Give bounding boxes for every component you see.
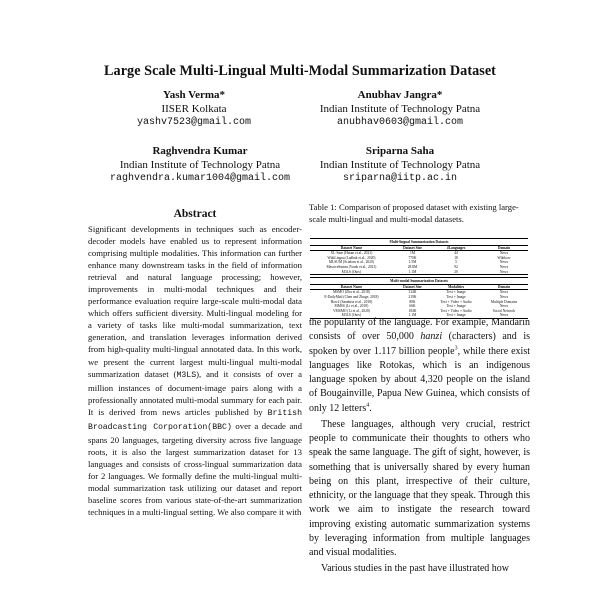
column-header: Dataset Size (393, 285, 432, 290)
author-affiliation: IISER Kolkata (161, 103, 227, 115)
body-paragraph: Various studies in the past have illustrated how (321, 563, 510, 575)
table-cell: Text + Video + Audio (440, 308, 472, 313)
table-cell: News (499, 290, 509, 295)
author-block-1 (84, 88, 304, 130)
table-cell: 314K (408, 290, 417, 295)
table-cell: Multiple Domains (490, 299, 518, 304)
author-name: Yash Verma* (162, 89, 226, 101)
table-cell: VMSMO (Li et al., 2020) (332, 308, 370, 313)
author-email: raghvendra.kumar1004@gmail.com (109, 173, 291, 184)
table-cell: 770K (408, 255, 417, 260)
column-header: Dataset Name (310, 246, 393, 251)
column-header: Domain (480, 285, 528, 290)
table-row (310, 270, 528, 275)
author-name: Sriparna Saha (365, 145, 435, 157)
author-affiliation: Indian Institute of Technology Patna (119, 159, 281, 171)
table-cell: 184K (408, 308, 417, 313)
table-cell: XL-Sum (Hasan et al., 2021) (330, 251, 373, 256)
body-text-right (309, 316, 530, 577)
body-text-part: (characters) and is spoken by over 1.117 billion people (309, 331, 530, 357)
author-affiliation: Indian Institute of Technology Patna (319, 159, 481, 171)
table-cell: News (499, 264, 509, 269)
column-header: Domain (480, 246, 528, 251)
multimodal-table (310, 285, 528, 318)
column-header: Dataset Name (310, 285, 393, 290)
table-cell: M3LS (Ours) (310, 270, 393, 275)
table-cell: MSMO (Zhu et al., 2018) (332, 290, 370, 295)
comparison-table (310, 238, 528, 319)
author-block-4 (290, 144, 510, 186)
body-paragraph: These languages, although very crucial, restrict people to communicate their thoughts to others who speak the same language. The gift of sight, however, is something that is universally shared by every human being on this plant, irrespective of their culture, ethnicity, or the language that they speak. Through this work we aim to instigate the research toward improving existing automatic summarization systems by leveraging information from multiple languages and visual modalities. (309, 418, 530, 558)
author-email: anubhav0603@gmail.com (336, 117, 464, 128)
table-cell: 1.1M (408, 313, 417, 318)
author-block-2 (290, 88, 510, 130)
table-cell: Text + Image (446, 294, 466, 299)
column-header: #Languages (432, 246, 480, 251)
table-cell: MLSUM (Scialom et al., 2020) (328, 260, 374, 265)
table-section-title: Multi-lingual Summarization Datasets (310, 239, 528, 246)
table-cell: News (480, 270, 528, 275)
table-section-title: Multi-modal Summarization Datasets (310, 277, 528, 285)
table-cell: News (499, 304, 509, 309)
table-cell: News (499, 294, 509, 299)
table-cell: E-DailyMail (Chen and Zhuge, 2018) (324, 294, 379, 299)
author-email: yashv7523@gmail.com (136, 117, 252, 128)
table-cell: 219K (408, 294, 417, 299)
table-cell: Social Network (492, 308, 516, 313)
table-cell: How2 (Sanabria et al., 2018) (330, 299, 373, 304)
table-cell: 28.8M (407, 264, 418, 269)
table-cell: Text + Image (446, 304, 466, 309)
table-cell: M3LS (Ours) (341, 313, 362, 318)
table-cell: Text + Video + Audio (440, 299, 472, 304)
abstract-text-part: over a decade and spans 20 languages, targeting diversity across five language roots, it is also the largest summarization dataset for 13 languages and consists of cross-lingual summarization data for 2 languages. We formally define the multi-lingual multi-modal summarization task utilizing our dataset and report baseline scores from various state-of-the-art summarization techniques in a multi-lingual setting. We also compare it with (88, 420, 302, 518)
abstract-heading: Abstract (173, 208, 217, 220)
multilingual-table (310, 246, 528, 276)
dataset-acronym: M3LS (176, 370, 197, 380)
hanzi-term: hanzi (420, 331, 443, 343)
table-cell: 20 (432, 270, 480, 275)
author-block-3 (90, 144, 310, 186)
column-header: Dataset Size (393, 246, 432, 251)
table-cell: 1M (409, 251, 415, 256)
footnote-ref: 3 (454, 345, 458, 352)
author-name: Anubhav Jangra* (357, 89, 443, 101)
abstract-text-part: ), and it consists of over a million instances of document-image pairs along with a professionally annotated multi-modal summary for each pair. It is derived from news articles published by (88, 368, 302, 417)
table-cell: News (499, 260, 509, 265)
table-cell: 66K (409, 304, 416, 309)
author-name: Raghvendra Kumar (152, 145, 248, 157)
author-email: sriparna@iitp.ac.in (342, 173, 458, 184)
table-caption: Table 1: Comparison of proposed dataset with existing large-scale multi-lingual and multi-modal datasets. (309, 202, 519, 224)
table-cell: News (499, 313, 509, 318)
data-source-name: British Broadcasting Corporation(BBC) (88, 408, 302, 432)
table-cell: WikiLingua (Ladhak et al., 2020) (327, 255, 376, 260)
body-text-part: the popularity of the language. For example, Mandarin consists of over 50,000 (309, 317, 530, 343)
paper-title: Large Scale Multi-Lingual Multi-Modal Summarization Dataset (104, 63, 496, 79)
body-paragraph (309, 316, 530, 416)
table-cell: MassiveSumm (Varab et al., 2021) (326, 264, 377, 269)
column-header: Modalities (432, 285, 480, 290)
table-cell: 44 (454, 251, 458, 256)
table-cell: Text + Image (446, 313, 466, 318)
table-cell: News (499, 251, 509, 256)
table-cell: 80K (409, 299, 416, 304)
table-cell: 5 (455, 260, 457, 265)
abstract-text-part: Significant developments in techniques such as encoder-decoder models have enabled us to represent information comprising multiple modalities. This information can further enhance many downstream tasks in the field of information retrieval and natural language processing; however, improvements in multi-modal techniques and their performance evaluation require large-scale multi-modal data which offers sufficient diversity. Multi-lingual modeling for a variety of tasks like multi-modal summarization, text generation, and translation leverages information derived from high-quality multi-lingual annotated data. In this work, we present the current largest multi-lingual multi-modal summarization dataset ( (88, 224, 302, 379)
body-text-part: . (369, 402, 372, 414)
abstract-text (88, 223, 302, 518)
table-cell: MMSS (Li et al., 2018) (334, 304, 369, 309)
table-cell: 1.1M (393, 270, 432, 275)
author-affiliation: Indian Institute of Technology Patna (319, 103, 481, 115)
table-cell: 18 (454, 255, 458, 260)
body-text-part: , while there exist languages like Rotokas, which is an indigenous language spoken by about 4,320 people on the island of Bougainville, Papua New Guinea, which consists of only 12 letters (309, 345, 530, 414)
table-cell: Wikihow (497, 255, 511, 260)
table-cell: Text + Image (446, 290, 466, 295)
table-cell: 92 (454, 264, 458, 269)
footnote-ref: 4 (366, 402, 370, 409)
table-cell: 1.5M (408, 260, 417, 265)
